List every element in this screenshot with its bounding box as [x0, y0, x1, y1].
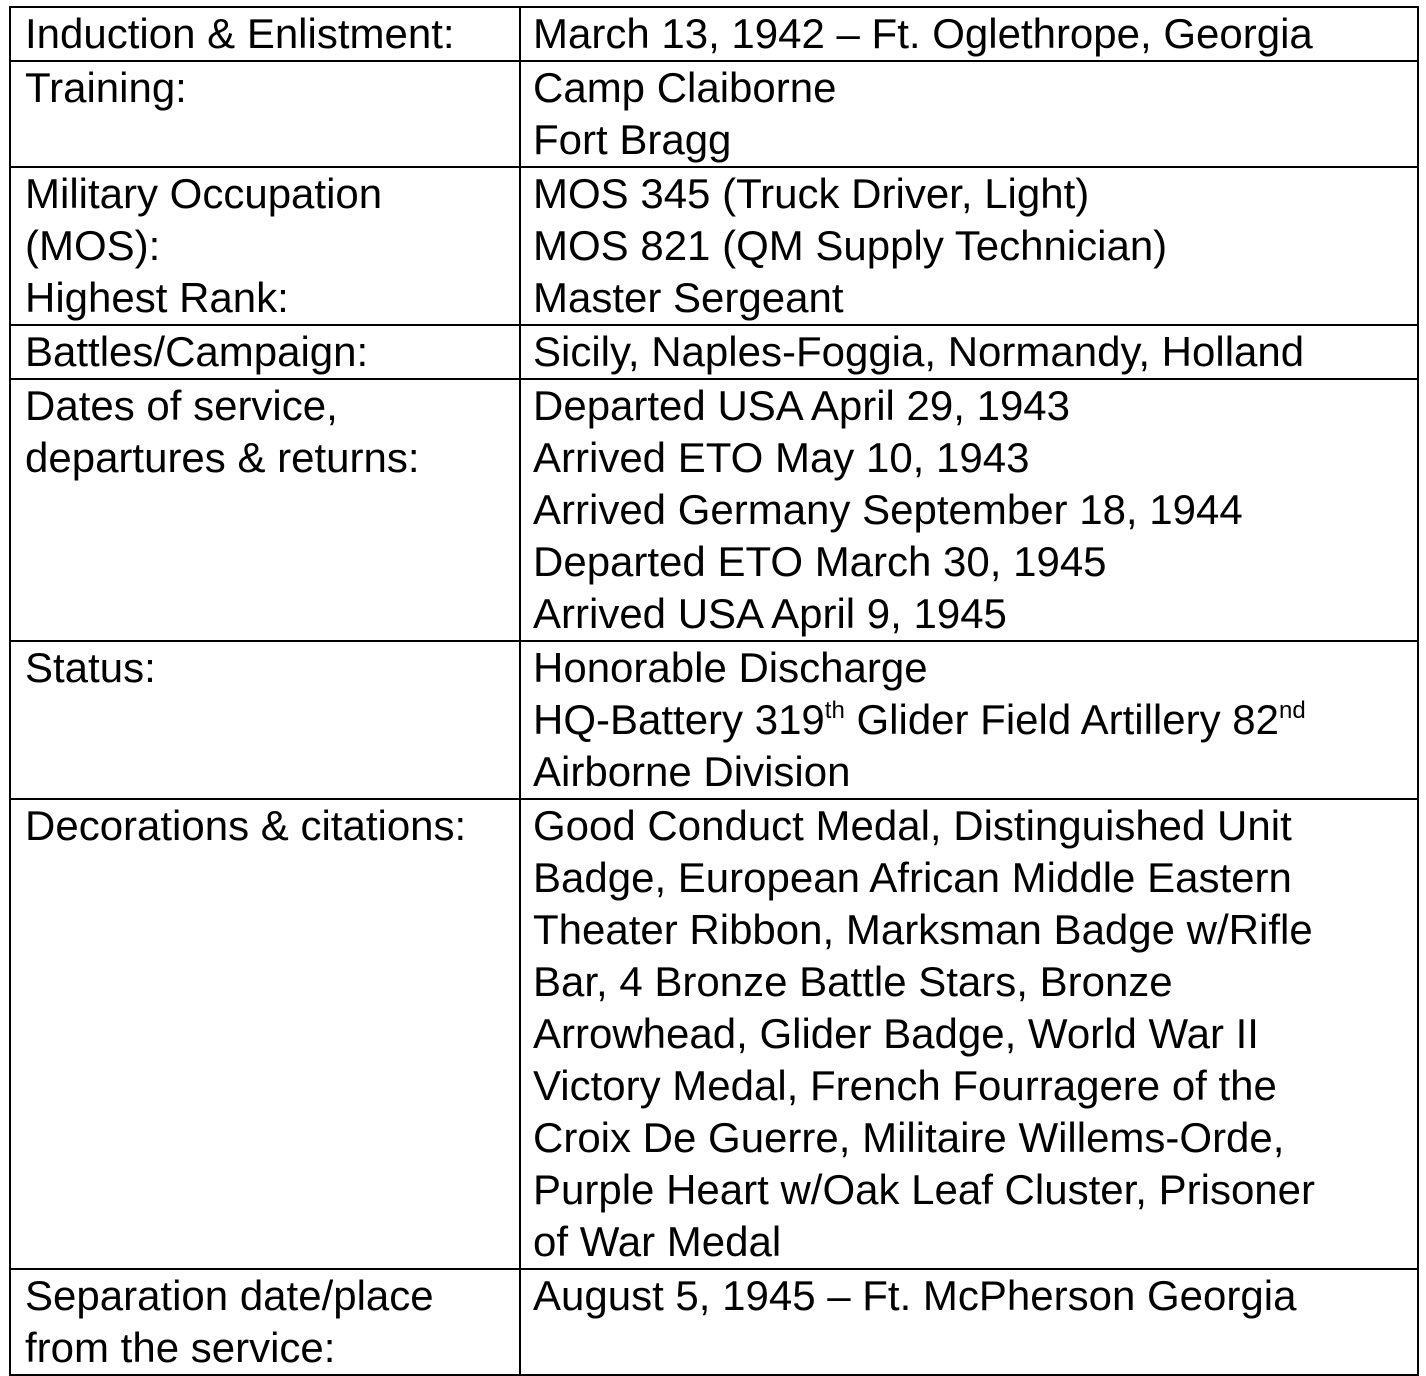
- field-value-line: [533, 694, 1407, 746]
- field-label-cell: [10, 7, 520, 61]
- field-label-cell: [10, 167, 520, 325]
- field-value-line: [533, 1216, 1407, 1268]
- value-text: Honorable Discharge: [533, 644, 928, 691]
- field-value-line: [533, 1164, 1407, 1216]
- field-label-line: Decorations & citations:: [25, 802, 467, 849]
- value-text: Good Conduct Medal, Distinguished Unit: [533, 802, 1292, 849]
- value-text: Croix De Guerre, Militaire Willems-Orde,: [533, 1114, 1285, 1161]
- field-value-line: [533, 326, 1407, 378]
- value-text: Arrowhead, Glider Badge, World War II: [533, 1010, 1259, 1057]
- field-label-line: (MOS):: [25, 222, 161, 269]
- value-text: Sicily, Naples-Foggia, Normandy, Holland: [533, 328, 1305, 375]
- field-label-line: Highest Rank:: [25, 274, 289, 321]
- value-text: August 5, 1945 – Ft. McPherson Georgia: [533, 1272, 1297, 1319]
- value-text: Theater Ribbon, Marksman Badge w/Rifle: [533, 906, 1313, 953]
- field-value-line: [533, 168, 1407, 220]
- service-record-table: [9, 6, 1419, 1376]
- field-value-line: [533, 1008, 1407, 1060]
- service-record-body: [10, 7, 1418, 1375]
- field-value-line: [533, 904, 1407, 956]
- field-value-cell: [520, 799, 1418, 1269]
- table-row: [10, 379, 1418, 641]
- field-value-cell: [520, 167, 1418, 325]
- value-text: Fort Bragg: [533, 116, 732, 163]
- ordinal-suffix: nd: [1278, 697, 1306, 724]
- field-value-line: [533, 8, 1407, 60]
- value-text: MOS 345 (Truck Driver, Light): [533, 170, 1090, 217]
- field-value-cell: [520, 7, 1418, 61]
- field-label-line: Training:: [25, 64, 187, 111]
- field-label-cell: [10, 325, 520, 379]
- table-row: [10, 325, 1418, 379]
- field-value-line: [533, 62, 1407, 114]
- value-text: Arrived Germany September 18, 1944: [533, 486, 1243, 533]
- value-text: Departed ETO March 30, 1945: [533, 538, 1107, 585]
- field-value-line: [533, 800, 1407, 852]
- field-value-line: [533, 642, 1407, 694]
- field-value-line: [533, 1270, 1407, 1322]
- value-text: Badge, European African Middle Eastern: [533, 854, 1292, 901]
- value-text: MOS 821 (QM Supply Technician): [533, 222, 1168, 269]
- table-row: [10, 61, 1418, 167]
- ordinal-suffix: th: [824, 697, 845, 724]
- field-value-line: [533, 114, 1407, 166]
- field-value-cell: [520, 61, 1418, 167]
- field-label-cell: [10, 1269, 520, 1375]
- field-label-cell: [10, 379, 520, 641]
- field-label-cell: [10, 641, 520, 799]
- field-value-line: [533, 536, 1407, 588]
- field-value-line: [533, 1112, 1407, 1164]
- field-value-cell: [520, 1269, 1418, 1375]
- value-text: Arrived ETO May 10, 1943: [533, 434, 1030, 481]
- field-label-line: Induction & Enlistment:: [25, 10, 455, 57]
- value-text: Purple Heart w/Oak Leaf Cluster, Prisoner: [533, 1166, 1316, 1213]
- field-value-line: [533, 588, 1407, 640]
- field-label-line: departures & returns:: [25, 434, 420, 481]
- field-value-line: [533, 272, 1407, 324]
- table-row: [10, 167, 1418, 325]
- table-row: [10, 1269, 1418, 1375]
- field-label-line: from the service:: [25, 1324, 336, 1371]
- table-row: [10, 641, 1418, 799]
- field-value-line: [533, 380, 1407, 432]
- field-value-line: [533, 220, 1407, 272]
- value-text: of War Medal: [533, 1218, 782, 1265]
- field-label-line: Battles/Campaign:: [25, 328, 369, 375]
- field-label-line: Status:: [25, 644, 156, 691]
- value-text: Victory Medal, French Fourragere of the: [533, 1062, 1277, 1109]
- field-label-line: Dates of service,: [25, 382, 338, 429]
- table-row: [10, 7, 1418, 61]
- field-value-cell: [520, 325, 1418, 379]
- value-text: Master Sergeant: [533, 274, 844, 321]
- value-text: Arrived USA April 9, 1945: [533, 590, 1007, 637]
- field-label-cell: [10, 61, 520, 167]
- table-row: [10, 799, 1418, 1269]
- field-value-line: [533, 746, 1407, 798]
- value-text: Camp Claiborne: [533, 64, 837, 111]
- field-value-line: [533, 484, 1407, 536]
- value-text: Bar, 4 Bronze Battle Stars, Bronze: [533, 958, 1173, 1005]
- field-label-cell: [10, 799, 520, 1269]
- field-value-line: [533, 432, 1407, 484]
- value-text: Glider Field Artillery 82: [844, 696, 1279, 743]
- field-value-line: [533, 1060, 1407, 1112]
- field-label-line: Separation date/place: [25, 1272, 434, 1319]
- field-label-line: Military Occupation: [25, 170, 383, 217]
- value-text: HQ-Battery 319: [533, 696, 825, 743]
- value-text: Departed USA April 29, 1943: [533, 382, 1071, 429]
- field-value-line: [533, 852, 1407, 904]
- field-value-cell: [520, 641, 1418, 799]
- value-text: Airborne Division: [533, 748, 851, 795]
- value-text: March 13, 1942 – Ft. Oglethrope, Georgia: [533, 10, 1313, 57]
- field-value-line: [533, 956, 1407, 1008]
- field-value-cell: [520, 379, 1418, 641]
